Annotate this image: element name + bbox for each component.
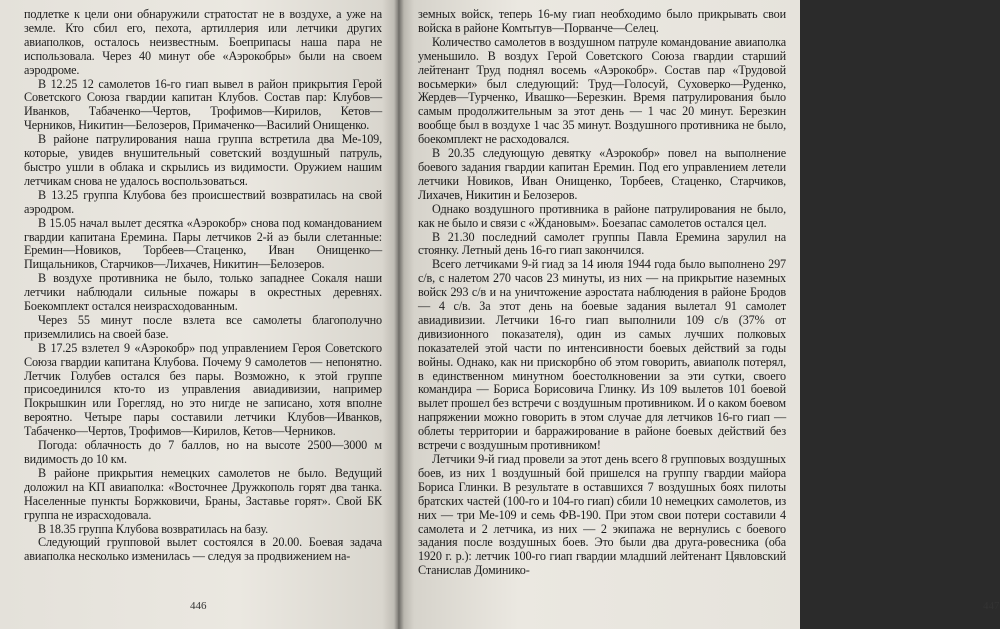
right-paragraph: В 20.35 следующую девятку «Аэрокобр» повел на выполнение боевого задания гвардии капитан Еремин. Под его управлением летели летчики Новиков, Иван Онищенко, Торбеев, Стаценко, Старчиков, Лихачев, Никитин и Белозеров. <box>418 146 786 202</box>
left-paragraph: В 13.25 группа Клубова без происшествий возвратилась на свой аэродром. <box>24 187 382 216</box>
right-paragraph: Однако воздушного противника в районе патрулирования не было, как не было и связи с «Ждановым». Боезапас самолетов остался цел. <box>418 201 786 230</box>
left-paragraph: В районе патрулирования наша группа встретила два Ме-109, которые, увидев внушительный советский воздушный патруль, быстро ушли в облака и скрылись из видимости. Оружием нашим летчикам снова не удалось воспользоваться. <box>24 132 382 188</box>
right-paragraph: Летчики 9-й гиад провели за этот день всего 8 групповых воздушных боев, из них 1 воздушный бой пришелся на группу гвардии майора Бориса Глинки. В результате в оставшихся 7 воздушных боях пилоты братских частей (100-го и 104-го гиап) сбили 10 немецких самолетов, из них — три Ме-109 и семь ФВ-190. При этом свои потери составили 4 самолета и 2 летчика, из них — 2 экипажа не вернулись с боевого задания после воздушных боев. Это были два друга-ровесника (оба 1920 г. р.): летчик 100-го гиап гвардии младший лейтенант Цявловский Станислав Доминико- <box>418 452 786 578</box>
left-paragraph: подлетке к цели они обнаружили стратостат не в воздухе, а уже на земле. Кто сбил его, пехота, артиллерия или летчики других авиаполков, осталось неизвестным. Боеприпасы наша пара не использовала. Через 40 минут обе «Аэрокобры» были на своем аэродроме. <box>24 7 382 77</box>
book-gutter <box>394 0 404 629</box>
left-paragraph: В 17.25 взлетел 9 «Аэрокобр» под управлением Героя Советского Союза гвардии капитана Клубова. Почему 9 самолетов — непонятно. Летчик Голубев остался без пары. Возможно, к этой группе присоединился кто-то из управления авиадивизии, например Покрышкин или Горегляд, но это нигде не записано, хотя вполне вероятно. Четыре пары составили летчики Клубов—Иванков, Табаченко—Чертов, Трофимов—Кирилов, Кетов—Черников. <box>24 340 382 439</box>
right-paragraph: Количество самолетов в воздушном патруле командование авиаполка уменьшило. В воздух Герой Советского Союза гвардии старший лейтенант Труд поднял восемь «Аэрокобр». Состав пар «Трудовой восьмерки» был следующий: Труд—Голосуй, Суховерко—Руденко, Жердев—Турченко, Ивашко—Березкин. Время патрулирования было самым продолжительным за этот день — 1 час 20 минут. Березкин вообще был в воздухе 1 час 35 минут. Воздушного противника не было, боекомплект не расходовался. <box>418 34 786 147</box>
left-paragraph: Погода: облачность до 7 баллов, но на высоте 2500—3000 м видимость до 10 км. <box>24 438 382 466</box>
right-paragraph: земных войск, теперь 16-му гиап необходимо было прикрывать свои войска в районе Комтытув—Порванче—Селец. <box>418 7 786 35</box>
left-paragraph: Следующий групповой вылет состоялся в 20.00. Боевая задача авиаполка несколько изменилась — следуя за продвижением на- <box>24 535 382 564</box>
left-paragraph: В районе прикрытия немецких самолетов не было. Ведущий доложил на КП авиаполка: «Восточнее Дружкополь горят два танка. Населенные пункты Боржковичи, Браны, Заставье горят». Свой БК группа не израсходовала. <box>24 465 382 522</box>
right-paragraph: В 21.30 последний самолет группы Павла Еремина зарулил на стоянку. Летный день 16-го гиап закончился. <box>418 229 786 258</box>
left-paragraph: В 18.35 группа Клубова возвратилась на базу. <box>38 521 269 536</box>
page-number: 447 <box>983 600 1000 612</box>
left-paragraph: Через 55 минут после взлета все самолеты благополучно приземлились на своей базе. <box>24 312 382 341</box>
left-paragraph: В 12.25 12 самолетов 16-го гиап вывел в район прикрытия Герой Советского Союза гвардии капитан Клубов. Состав пар: Клубов—Иванков, Табаченко—Чертов, Трофимов—Кирилов, Кетов—Черников, Никитин—Белозеров, Примаченко—Василий Онищенко. <box>24 76 382 133</box>
right-page <box>398 0 1000 629</box>
page-number: 446 <box>190 600 207 612</box>
left-page <box>0 0 398 629</box>
left-paragraph: В 15.05 начал вылет десятка «Аэрокобр» снова под командованием гвардии капитана Еремина. Пары летчиков 2-й аэ были слетанные: Еремин—Новиков, Торбеев—Стаценко, Иван Онищенко—Пищальников, Старчиков—Лихачев, Никитин—Белозеров. <box>24 215 382 272</box>
left-paragraph: В воздухе противника не было, только западнее Сокаля наши летчики наблюдали сильные пожары в окрестных деревнях. Боекомплект остался неизрасходованным. <box>24 271 382 314</box>
right-paragraph: Всего летчиками 9-й гиад за 14 июля 1944 года было выполнено 297 с/в, с налетом 270 часов 23 минуты, из них — на прикрытие наземных войск 293 с/в и на уничтожение аэростата наблюдения в районе Бродов — 4 с/в. За этот день на боевые задания вылетал 91 самолет авиадивизии. Летчики 16-го гиап выполнили 109 с/в (37% от дивизионного показателя), один из самых лучших полковых показателей этой части по интенсивности боевых действий за годы войны. Однако, как ни прискорбно об этом говорить, авиаполк потерял, в единственном минутном боестолкновении за эти сутки, своего командира — Бориса Борисовича Глинку. Из 109 вылетов 101 боевой вылет прошел без встречи с воздушным противником. И о каком боевом напряжении можно говорить в этом случае для летчиков 16-го гиап — облеты территории и барражирование в районе боевых действий без встречи с воздушным противником! <box>418 257 786 453</box>
